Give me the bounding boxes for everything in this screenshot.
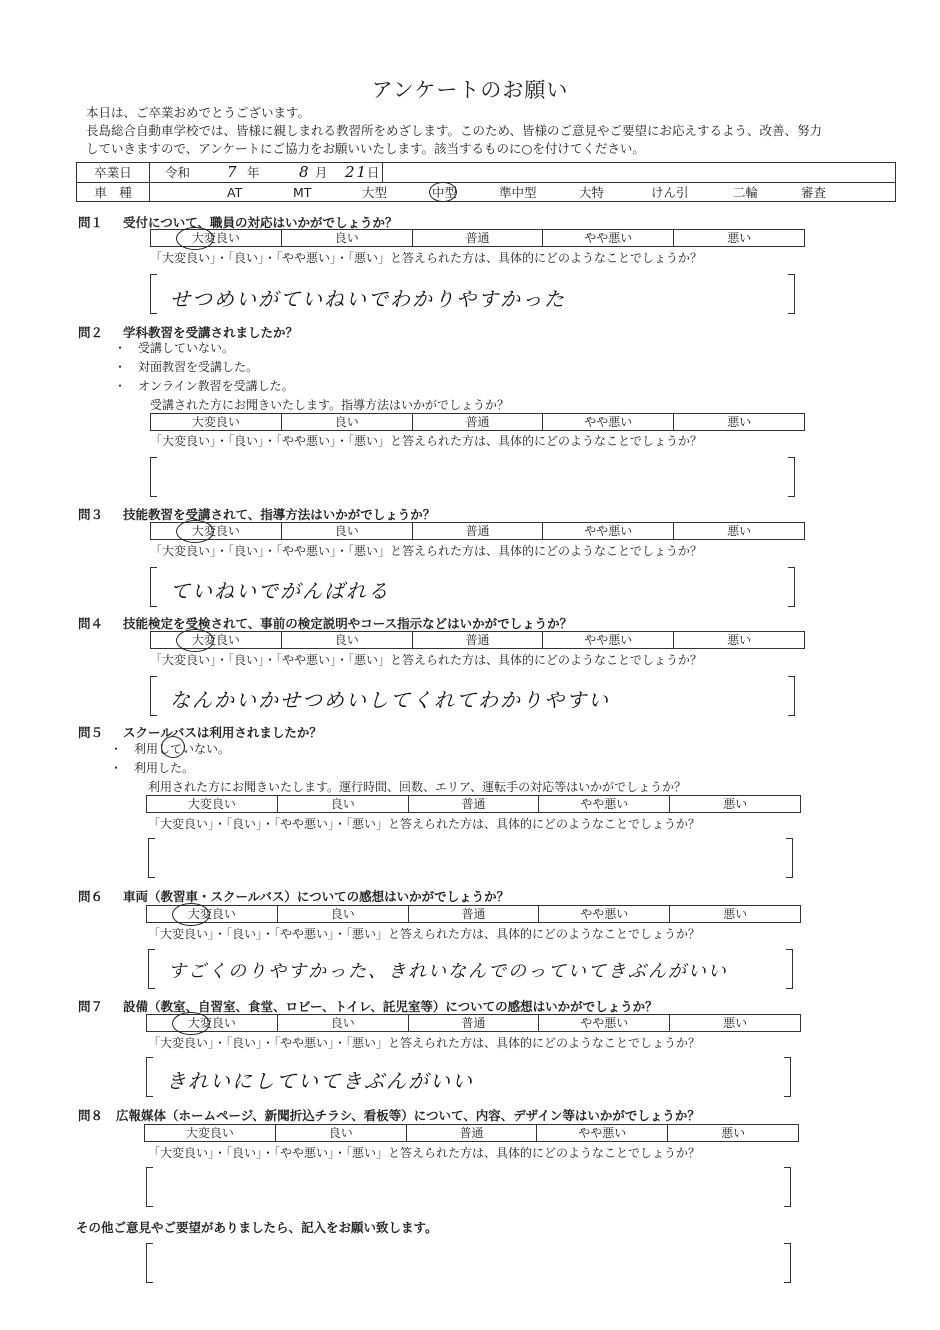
q2-option-2-label: 対面教習を受講した。 bbox=[138, 360, 259, 374]
q2-sub-question: 受講された方にお聞きいたします。指導方法はいかがでしょうか？ bbox=[150, 398, 510, 412]
vehicle-option-mt[interactable]: MT bbox=[293, 185, 312, 200]
q7-followup: 「大変良い」・「良い」・「やや悪い」・「悪い」と答えられた方は、具体的にどのようなことでしょうか？ bbox=[148, 1036, 701, 1050]
q8-rating-slightly-bad[interactable]: やや悪い bbox=[536, 1125, 667, 1141]
q7-rating-slightly-bad[interactable]: やや悪い bbox=[538, 1015, 669, 1031]
q2-followup: 「大変良い」・「良い」・「やや悪い」・「悪い」と答えられた方は、具体的にどのようなことでしょうか？ bbox=[150, 434, 703, 448]
other-comments-prompt: その他ご意見やご要望がありましたら、記入をお願い致します。 bbox=[76, 1220, 438, 1235]
q7-rating-bad[interactable]: 悪い bbox=[669, 1015, 800, 1031]
q6-number: 問６ bbox=[78, 889, 104, 904]
q5-option-1[interactable]: ・ 利用していない。 bbox=[110, 742, 231, 756]
q4-rating-very-good[interactable]: 大変良い bbox=[191, 633, 240, 647]
q7-rating-very-good[interactable]: 大変良い bbox=[187, 1016, 236, 1030]
q5-option-2[interactable]: ・ 利用した。 bbox=[110, 761, 195, 775]
q1-rating-slightly-bad[interactable]: やや悪い bbox=[542, 230, 673, 246]
q8-rating-good[interactable]: 良い bbox=[275, 1125, 406, 1141]
q1-bracket-left bbox=[150, 274, 157, 314]
q3-rating-good[interactable]: 良い bbox=[281, 523, 412, 539]
q3-bracket-right bbox=[788, 567, 795, 607]
q7-question: 設備（教室、自習室、食堂、ロビー、トイレ、託児室等）についての感想はいかがでしょうか？ bbox=[123, 999, 658, 1014]
vehicle-option-medium[interactable]: 中型 bbox=[432, 185, 458, 200]
q3-rating-bad[interactable]: 悪い bbox=[673, 523, 804, 539]
q5-number: 問５ bbox=[78, 725, 104, 740]
q5-question: スクールバスは利用されましたか？ bbox=[123, 725, 322, 740]
intro-line-2: 長島総合自動車学校では、皆様に親しまれる教習所をめざします。このため、皆様のご意見やご要望にお応えするよう、改善、努力 bbox=[86, 123, 823, 138]
vehicle-label: 車 種 bbox=[77, 183, 150, 202]
q8-bracket-left bbox=[146, 1167, 153, 1207]
graduation-year[interactable]: 7 bbox=[227, 163, 239, 181]
q2-rating-good[interactable]: 良い bbox=[281, 414, 412, 430]
q3-rating-slightly-bad[interactable]: やや悪い bbox=[542, 523, 673, 539]
graduation-row bbox=[77, 163, 895, 182]
q5-sub-question: 利用された方にお聞きいたします。運行時間、回数、エリア、運転手の対応等はいかがでしょうか？ bbox=[148, 780, 687, 794]
month-unit: 月 bbox=[315, 165, 328, 180]
q3-rating-table bbox=[150, 522, 805, 540]
day-unit: 日 bbox=[367, 165, 380, 180]
q8-followup: 「大変良い」・「良い」・「やや悪い」・「悪い」と答えられた方は、具体的にどのようなことでしょうか？ bbox=[148, 1146, 701, 1160]
q5-bracket-right bbox=[786, 838, 793, 878]
q2-number: 問２ bbox=[78, 325, 104, 340]
q6-rating-slightly-bad[interactable]: やや悪い bbox=[538, 906, 669, 922]
q2-option-1[interactable]: ・ 受講していない。 bbox=[114, 341, 235, 355]
q5-rating-slightly-bad[interactable]: やや悪い bbox=[538, 796, 669, 812]
q8-rating-table bbox=[144, 1124, 799, 1142]
q3-rating-very-good[interactable]: 大変良い bbox=[191, 524, 240, 538]
vehicle-selection-circle bbox=[429, 182, 457, 202]
q2-rating-very-good[interactable]: 大変良い bbox=[191, 415, 240, 429]
graduation-era: 令和 bbox=[165, 165, 191, 180]
q2-option-1-label: 受講していない。 bbox=[138, 341, 235, 355]
vehicle-option-special[interactable]: 大特 bbox=[579, 185, 605, 200]
vehicle-row bbox=[77, 182, 895, 202]
q2-bracket-left bbox=[150, 457, 157, 497]
q4-bracket-left bbox=[150, 676, 157, 716]
q5-option-1-label: 利用していない。 bbox=[134, 742, 231, 756]
q1-bracket-right bbox=[788, 274, 795, 314]
q6-rating-table bbox=[146, 905, 801, 923]
q4-rating-good[interactable]: 良い bbox=[281, 632, 412, 648]
q6-rating-very-good[interactable]: 大変良い bbox=[187, 907, 236, 921]
q7-selection-circle bbox=[172, 1012, 210, 1035]
q1-rating-normal[interactable]: 普通 bbox=[412, 230, 543, 246]
q1-question: 受付について、職員の対応はいかがでしょうか？ bbox=[123, 215, 398, 230]
q2-rating-bad[interactable]: 悪い bbox=[673, 414, 804, 430]
q4-answer[interactable]: なんかいかせつめいしてくれてわかりやすい bbox=[170, 688, 610, 712]
vehicle-option-semi-medium[interactable]: 準中型 bbox=[499, 185, 537, 200]
q2-option-3-label: オンライン教習を受講した。 bbox=[138, 379, 294, 393]
q5-option-2-label: 利用した。 bbox=[134, 761, 195, 775]
q6-followup: 「大変良い」・「良い」・「やや悪い」・「悪い」と答えられた方は、具体的にどのようなことでしょうか？ bbox=[148, 927, 701, 941]
q8-bracket-right bbox=[784, 1167, 791, 1207]
q8-rating-very-good[interactable]: 大変良い bbox=[185, 1126, 234, 1140]
q5-bracket-left bbox=[148, 838, 155, 878]
q7-bracket-left bbox=[146, 1057, 153, 1097]
graduation-info-table bbox=[76, 162, 896, 202]
q1-rating-table bbox=[150, 229, 805, 247]
q7-rating-good[interactable]: 良い bbox=[277, 1015, 408, 1031]
q5-rating-bad[interactable]: 悪い bbox=[669, 796, 800, 812]
intro-line-3: していきますので、アンケートにご協力をお願いいたします。該当するものに○を付けてください。 bbox=[86, 141, 645, 156]
q2-option-2[interactable]: ・ 対面教習を受講した。 bbox=[114, 360, 259, 374]
q3-number: 問３ bbox=[78, 507, 104, 522]
q1-rating-good[interactable]: 良い bbox=[281, 230, 412, 246]
q1-followup: 「大変良い」・「良い」・「やや悪い」・「悪い」と答えられた方は、具体的にどのようなことでしょうか？ bbox=[150, 251, 703, 265]
q6-bracket-right bbox=[786, 949, 793, 989]
q2-option-3[interactable]: ・ オンライン教習を受講した。 bbox=[114, 379, 294, 393]
vehicle-option-towing[interactable]: けん引 bbox=[651, 185, 689, 200]
q5-rating-good[interactable]: 良い bbox=[277, 796, 408, 812]
q3-bracket-left bbox=[150, 567, 157, 607]
q6-answer[interactable]: すごくのりやすかった、きれいなんでのっていてきぶんがいい bbox=[168, 961, 728, 982]
q6-selection-circle bbox=[172, 903, 210, 926]
q8-rating-normal[interactable]: 普通 bbox=[406, 1125, 537, 1141]
other-bracket-left bbox=[146, 1243, 153, 1283]
q5-selection-circle bbox=[161, 736, 185, 758]
q1-rating-bad[interactable]: 悪い bbox=[673, 230, 804, 246]
q1-rating-very-good[interactable]: 大変良い bbox=[191, 231, 240, 245]
vehicle-option-at[interactable]: AT bbox=[227, 185, 243, 200]
q6-rating-good[interactable]: 良い bbox=[277, 906, 408, 922]
q5-rating-very-good[interactable]: 大変良い bbox=[187, 797, 236, 811]
q2-rating-normal[interactable]: 普通 bbox=[412, 414, 543, 430]
q5-followup: 「大変良い」・「良い」・「やや悪い」・「悪い」と答えられた方は、具体的にどのようなことでしょうか？ bbox=[148, 817, 701, 831]
graduation-month[interactable]: 8 bbox=[299, 163, 311, 181]
other-bracket-right bbox=[784, 1243, 791, 1283]
graduation-label: 卒業日 bbox=[77, 163, 150, 182]
page-title: アンケートのお願い bbox=[371, 78, 569, 102]
q7-rating-table bbox=[146, 1014, 801, 1032]
q3-rating-normal[interactable]: 普通 bbox=[412, 523, 543, 539]
q4-rating-table bbox=[150, 631, 805, 649]
q2-question: 学科教習を受講されましたか？ bbox=[123, 325, 299, 340]
q4-rating-bad[interactable]: 悪い bbox=[673, 632, 804, 648]
q3-answer[interactable]: ていねいでがんばれる bbox=[170, 579, 390, 603]
q4-question: 技能検定を受検されて、事前の検定説明やコース指示などはいかがでしょうか？ bbox=[123, 616, 573, 631]
intro-line-1: 本日は、ご卒業おめでとうございます。 bbox=[86, 105, 311, 120]
q8-rating-bad[interactable]: 悪い bbox=[667, 1125, 798, 1141]
q6-rating-normal[interactable]: 普通 bbox=[408, 906, 539, 922]
q8-question: 広報媒体（ホームページ、新聞折込チラシ、看板等）について、内容、デザイン等はいかがでしょうか？ bbox=[116, 1108, 700, 1123]
q2-rating-table bbox=[150, 413, 805, 431]
q3-selection-circle bbox=[176, 520, 214, 543]
q7-answer[interactable]: きれいにしていてきぶんがいい bbox=[166, 1069, 474, 1093]
graduation-day[interactable]: 21 bbox=[345, 163, 369, 181]
q3-followup: 「大変良い」・「良い」・「やや悪い」・「悪い」と答えられた方は、具体的にどのようなことでしょうか？ bbox=[150, 544, 703, 558]
q2-bracket-right bbox=[788, 457, 795, 497]
q7-number: 問７ bbox=[78, 999, 104, 1014]
q4-number: 問４ bbox=[78, 616, 104, 631]
q4-rating-slightly-bad[interactable]: やや悪い bbox=[542, 632, 673, 648]
q1-number: 問１ bbox=[78, 215, 104, 230]
q6-question: 車両（教習車・スクールバス）についての感想はいかがでしょうか？ bbox=[123, 889, 510, 904]
vehicle-option-motorcycle[interactable]: 二輪 bbox=[733, 185, 759, 200]
q4-followup: 「大変良い」・「良い」・「やや悪い」・「悪い」と答えられた方は、具体的にどのようなことでしょうか？ bbox=[150, 653, 703, 667]
q7-bracket-right bbox=[784, 1057, 791, 1097]
q1-selection-circle bbox=[176, 227, 214, 250]
year-unit: 年 bbox=[247, 165, 260, 180]
q5-rating-normal[interactable]: 普通 bbox=[408, 796, 539, 812]
q2-rating-slightly-bad[interactable]: やや悪い bbox=[542, 414, 673, 430]
q1-answer[interactable]: せつめいがていねいでわかりやすかった bbox=[170, 287, 566, 311]
q4-rating-normal[interactable]: 普通 bbox=[412, 632, 543, 648]
q8-number: 問８ bbox=[78, 1108, 104, 1123]
q3-question: 技能教習を受講されて、指導方法はいかがでしょうか？ bbox=[123, 507, 436, 522]
graduation-row-end bbox=[382, 163, 383, 182]
q6-rating-bad[interactable]: 悪い bbox=[669, 906, 800, 922]
q4-selection-circle bbox=[176, 629, 214, 652]
vehicle-option-exam[interactable]: 審査 bbox=[801, 185, 827, 200]
vehicle-option-large[interactable]: 大型 bbox=[362, 185, 388, 200]
q7-rating-normal[interactable]: 普通 bbox=[408, 1015, 539, 1031]
q5-rating-table bbox=[146, 795, 801, 813]
q4-bracket-right bbox=[788, 676, 795, 716]
q6-bracket-left bbox=[148, 949, 155, 989]
